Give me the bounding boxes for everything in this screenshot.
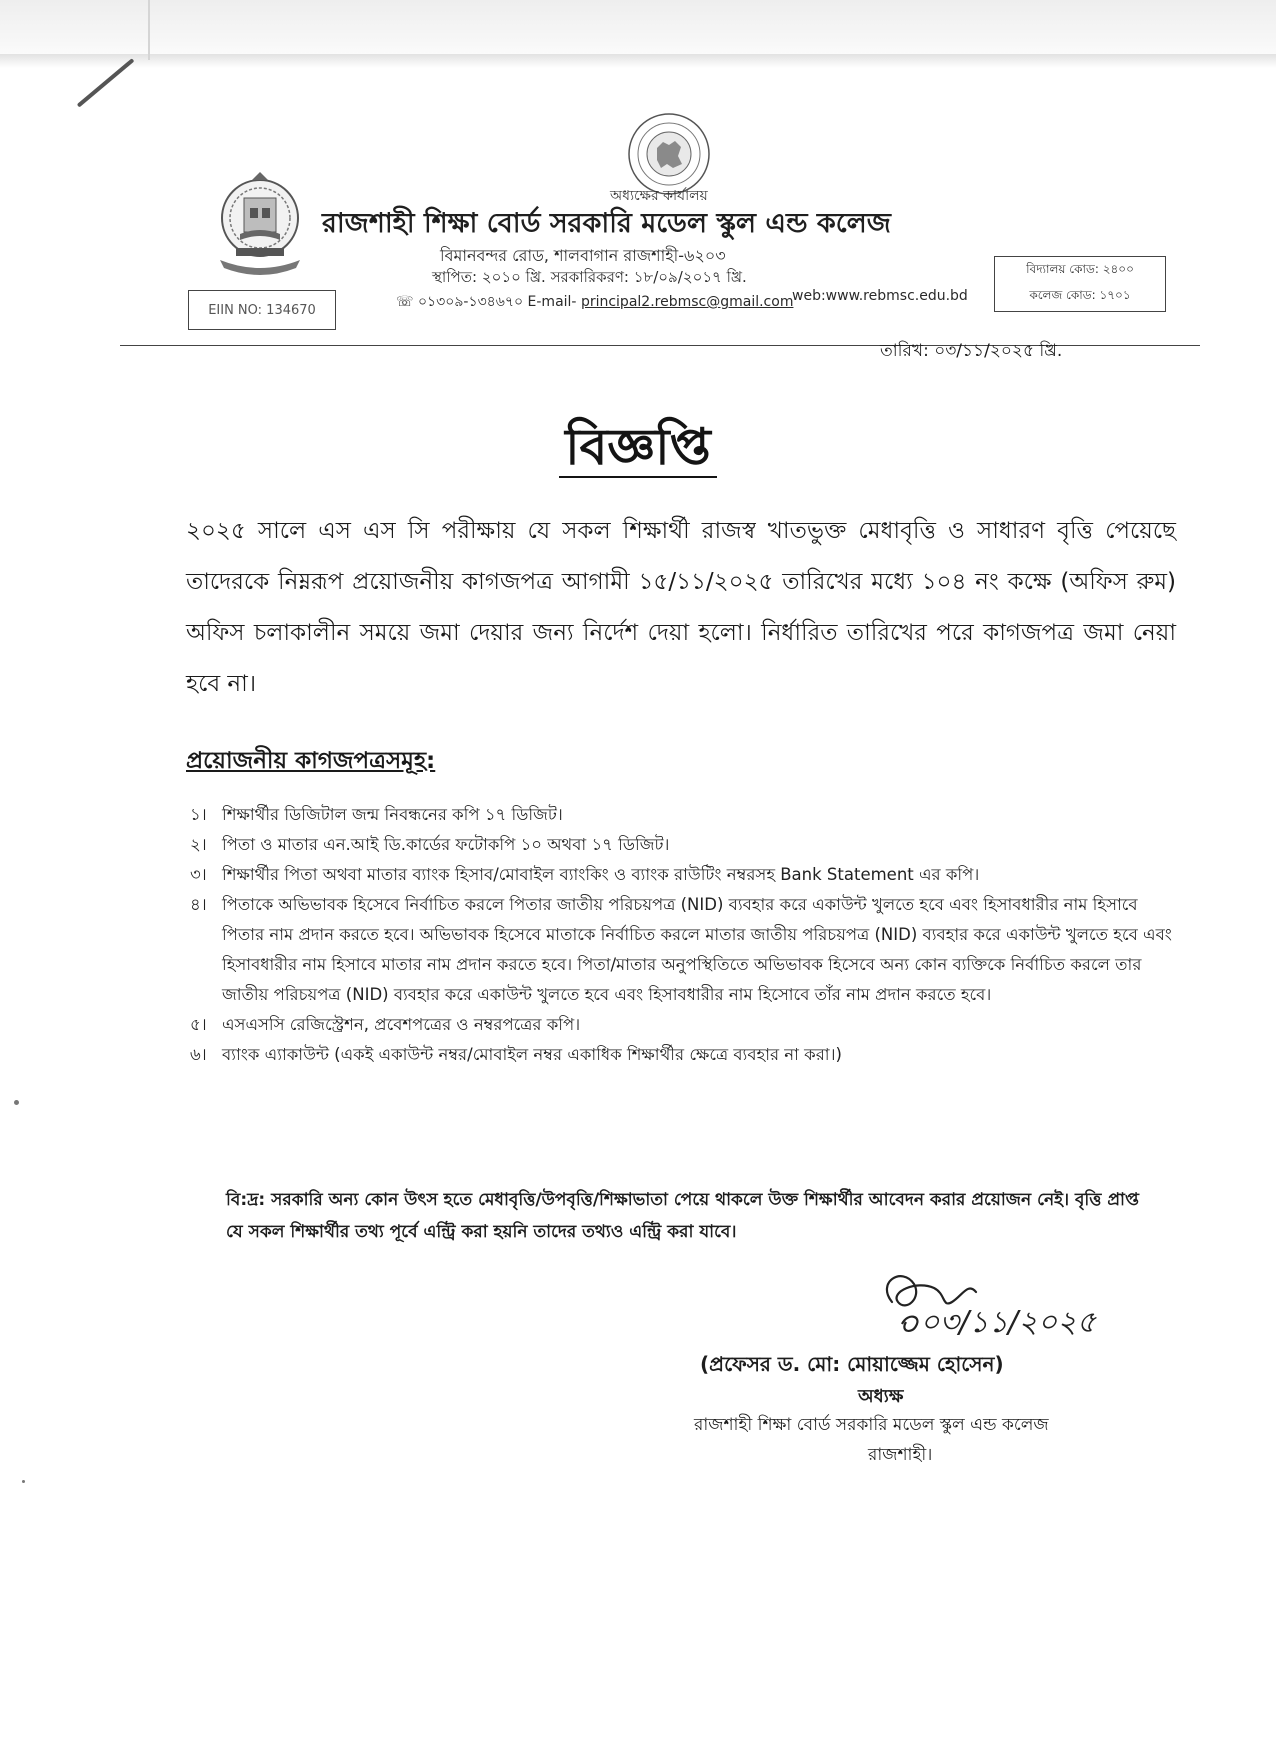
list-item-text: পিতাকে অভিভাবক হিসেবে নির্বাচিত করলে পিতার জাতীয় পরিচয়পত্র (NID) ব্যবহার করে একাউন্ট খুলতে হবে এবং হিসাবধারীর নাম হিসাবে পিতার নাম প্রদান করতে হবে। অভিভাবক হিসেবে মাতাকে নির্বাচিত করলে মাতার জাতীয় পরিচয়পত্র (NID) ব্যবহার করে একাউন্ট খুলতে হবে এবং হিসাবধারীর নাম হিসাবে মাতার নাম প্রদান করতে হবে। পিতা/মাতার অনুপস্থিতিতে অভিভাবক হিসেবে অন্য কোন ব্যক্তিকে নির্বাচিত করলে তার জাতীয় পরিচয়পত্র (NID) ব্যবহার করে একাউন্ট খুলতে হবে এবং হিসাবধারীর নাম হিসোবে তাঁর নাম প্রদান করতে হবে। (222, 895, 1172, 1004)
list-item-text: পিতা ও মাতার এন.আই ডি.কার্ডের ফটোকপি ১০ অথবা ১৭ ডিজিট। (222, 835, 670, 854)
notice-title-text: বিজ্ঞপ্তি (559, 418, 716, 478)
special-note: বি:দ্র: সরকারি অন্য কোন উৎস হতে মেধাবৃত্তি/উপবৃত্তি/শিক্ষাভাতা পেয়ে থাকলে উক্ত শিক্ষার্থীর আবেদন করার প্রয়োজন নেই। বৃত্তি প্রাপ্ত যে সকল শিক্ষার্থীর তথ্য পূর্বে এন্ট্রি করা হয়নি তাদের তথ্যও এন্ট্রি করা যাবে। (226, 1190, 1139, 1242)
list-item (190, 830, 1180, 860)
list-item-number: ১। (190, 805, 207, 824)
required-documents-list (190, 800, 1180, 1070)
contact-line (396, 290, 793, 314)
signatory-designation: অধ্যক্ষ (858, 1386, 904, 1407)
eiin-number: EIIN NO: 134670 (208, 302, 316, 318)
scan-speck (14, 1100, 19, 1105)
list-item-text: এসএসসি রেজিস্ট্রেশন, প্রবেশপত্রের ও নম্বরপত্রের কপি। (222, 1015, 581, 1034)
list-item-number: ৩। (190, 865, 207, 884)
eiin-box (188, 290, 336, 330)
list-item-number: ৬। (190, 1045, 207, 1064)
handwritten-signature (872, 1262, 1112, 1350)
college-code: কলেজ কোড: ১৭০১ (1029, 288, 1131, 302)
signatory-name: (প্রফেসর ড. মো: মোয়াজ্জেম হোসেন) (700, 1352, 1004, 1376)
signatory-city: রাজশাহী। (868, 1445, 933, 1465)
scan-speck (22, 1480, 25, 1483)
list-item (190, 1010, 1180, 1040)
signature-date: ০৩/১১/২০২৫ (920, 1305, 1097, 1340)
list-item-number: ২। (190, 835, 207, 854)
office-title: অধ্যক্ষের কার্যালয় (610, 188, 708, 204)
list-item-text: শিক্ষার্থীর পিতা অথবা মাতার ব্যাংক হিসাব/মোবাইল ব্যাংকিং ও ব্যাংক রাউটিং নম্বরসহ Bank Statement এর কপি। (222, 865, 980, 884)
scan-fold-line (148, 0, 150, 60)
list-item (190, 1040, 1180, 1070)
list-item-text: শিক্ষার্থীর ডিজিটাল জন্ম নিবন্ধনের কপি ১৭ ডিজিট। (222, 805, 563, 824)
college-name: রাজশাহী শিক্ষা বোর্ড সরকারি মডেল স্কুল এন্ড কলেজ (322, 208, 891, 239)
scan-paper-edge (0, 54, 1276, 68)
list-item-text: ব্যাংক এ্যাকাউন্ট (একই একাউন্ট নম্বর/মোবাইল নম্বর একাধিক শিক্ষার্থীর ক্ষেত্রে ব্যবহার না করা।) (222, 1045, 842, 1064)
institution-code-box (994, 256, 1166, 312)
list-item-number: ৪। (190, 895, 207, 914)
established-info: স্থাপিত: ২০১০ খ্রি. সরকারিকরণ: ১৮/০৯/২০১৭ খ্রি. (432, 268, 747, 286)
website[interactable]: web:www.rebmsc.edu.bd (792, 288, 968, 304)
notice-date: তারিখ: ০৩/১১/২০২৫ খ্রি. (880, 341, 1063, 361)
notice-title (0, 410, 1276, 493)
phone-number: ☏ ০১৩০৯-১৩৪৬৭০ (396, 294, 524, 310)
college-logo-icon (200, 164, 320, 284)
list-item-number: ৫। (190, 1015, 207, 1034)
notice-body: ২০২৫ সালে এস এস সি পরীক্ষায় যে সকল শিক্ষার্থী রাজস্ব খাতভুক্ত মেধাবৃত্তি ও সাধারণ বৃত্তি পেয়েছে তাদেরকে নিম্নরূপ প্রয়োজনীয় কাগজপত্র আগামী ১৫/১১/২০২৫ তারিখের মধ্যে ১০৪ নং কক্ষে (অফিস রুম) অফিস চলাকালীন সময়ে জমা দেয়ার জন্য নির্দেশ দেয়া হলো। নির্ধারিত তারিখের পরে কাগজপত্র জমা নেয়া হবে না। (186, 518, 1176, 697)
list-item (190, 860, 1180, 890)
email-label: E-mail- (527, 294, 577, 310)
school-code: বিদ্যালয় কোড: ২৪০০ (1026, 262, 1134, 276)
list-item (190, 800, 1180, 830)
email-address[interactable]: principal2.rebmsc@gmail.com (580, 294, 794, 310)
required-documents-heading: প্রয়োজনীয় কাগজপত্রসমূহ: (186, 748, 436, 774)
list-item (190, 890, 1180, 1010)
college-address: বিমানবন্দর রোড, শালবাগান রাজশাহী-৬২০৩ (440, 246, 726, 265)
signatory-college: রাজশাহী শিক্ষা বোর্ড সরকারি মডেল স্কুল এন্ড কলেজ (694, 1415, 1049, 1435)
